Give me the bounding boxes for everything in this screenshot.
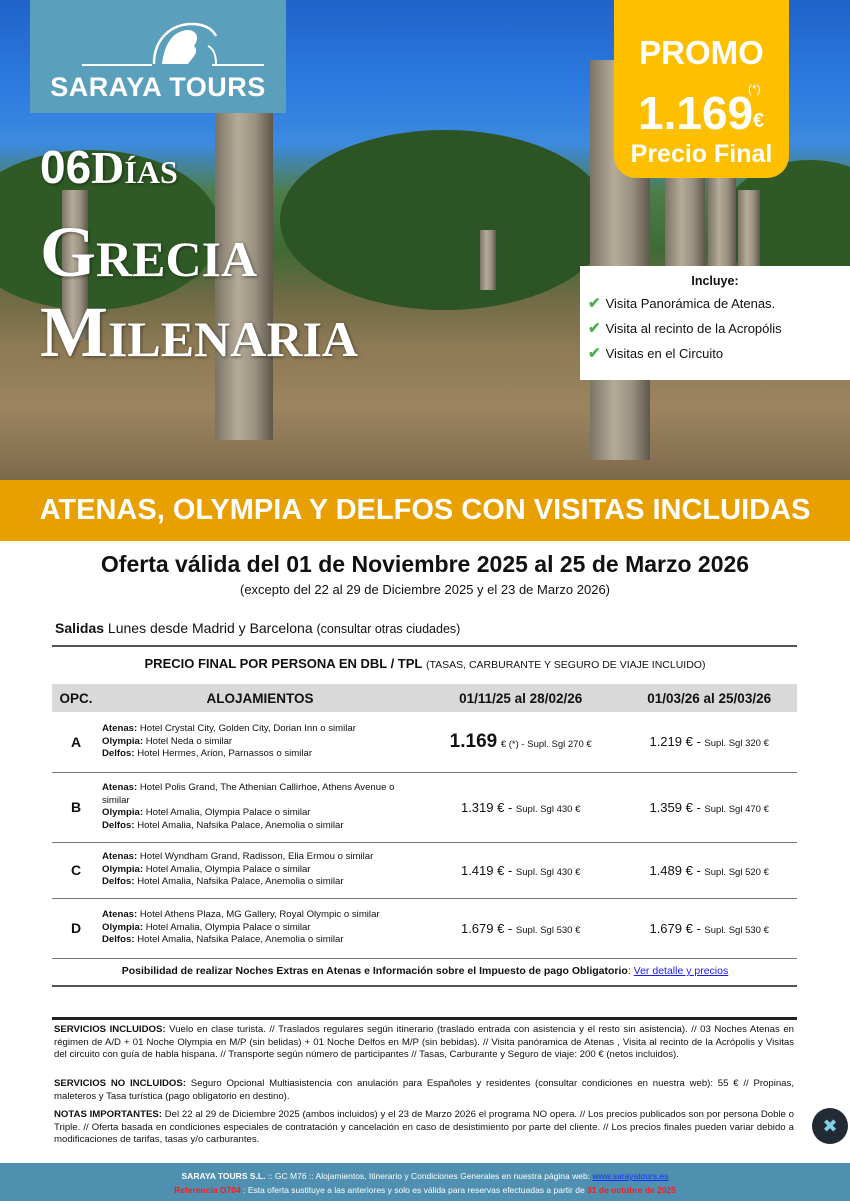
website-link[interactable]: www.sarayatours.es	[592, 1171, 669, 1181]
table-row	[52, 712, 797, 772]
hotels-cell	[100, 898, 420, 958]
hotel-delfos	[102, 876, 412, 889]
includes-item	[588, 344, 850, 362]
table-row	[52, 772, 797, 842]
price-period-1	[420, 712, 621, 772]
includes-item	[588, 294, 850, 312]
price-table	[52, 684, 797, 959]
table-header	[52, 684, 797, 712]
hotels-cell	[100, 772, 420, 842]
price-period-1	[420, 772, 621, 842]
option-letter: A	[52, 712, 100, 772]
services-included-text: Vuelo en clase turista. // Traslados regulares según itinerario (traslado entrada con asistencia y el resto sin asistencia). // 03 Noches Atenas en régimen de A/D + 01 Noche Olympia en M/P (sin belidas) + 01 Noche Delfos en M/P (sin bebidas). // Visita panóramica de Atenas , Visita al recinto de la Acrópolis y Visitas del circuito con guía de habla hispana. // Transporte según número de participantes // Tasas, Carburante y Seguro de viaje: 200 € (netos incluidos).	[54, 1024, 795, 1061]
services-not-included	[54, 1078, 794, 1103]
footer-reference: Referencia O704	[174, 1185, 241, 1195]
hotel-delfos	[102, 820, 412, 833]
services-included	[54, 1024, 794, 1062]
price-period-1	[420, 898, 621, 958]
city-label: Olympia:	[102, 863, 144, 875]
city-label: Atenas:	[102, 723, 138, 734]
price-note: Supl. Sgl 520 €	[704, 866, 769, 878]
hotel-atenas	[102, 782, 412, 807]
offer-note: (excepto del 22 al 29 de Diciembre 2025 y el 23 de Marzo 2026)	[240, 582, 610, 597]
divider	[52, 645, 797, 647]
col-alojamientos: ALOJAMIENTOS	[100, 684, 420, 712]
footer-line2: : Esta oferta sustituye a las anteriores y solo es válida para reservas efectuadas a partir de	[243, 1185, 585, 1195]
check-icon: ✔	[588, 320, 601, 337]
hotel-list: Hotel Neda o similar	[145, 735, 233, 747]
logo-text: SARAYA TOURS	[50, 72, 266, 102]
hotel-list: Hotel Amalia, Nafsika Palace, Anemolia o similar	[137, 819, 344, 831]
trip-title-line2: Milenaria	[40, 292, 359, 372]
chat-button[interactable]	[812, 1108, 848, 1144]
price-table-heading	[0, 656, 850, 671]
price-value: 1.319 € -	[460, 799, 513, 815]
check-icon: ✔	[588, 295, 601, 312]
price-value: 1.419 € -	[460, 862, 513, 878]
days-number: 06	[40, 141, 92, 193]
footer	[0, 1163, 850, 1201]
hotels-cell	[100, 712, 420, 772]
option-letter: B	[52, 772, 100, 842]
footer-company: SARAYA TOURS S.L.	[181, 1171, 266, 1181]
services-not-included-label: SERVICIOS NO INCLUIDOS:	[54, 1078, 186, 1089]
price-value: 1.679 € -	[460, 920, 513, 936]
promo-badge	[614, 0, 789, 178]
city-label: Olympia:	[102, 807, 144, 818]
price-note: Supl. Sgl 470 €	[704, 803, 769, 815]
check-icon: ✔	[588, 345, 601, 362]
promo-currency: €	[753, 110, 765, 132]
city-label: Delfos:	[102, 876, 135, 888]
promo-price: 1.169	[638, 87, 754, 139]
price-note: Supl. Sgl 530 €	[704, 924, 769, 936]
city-label: Atenas:	[102, 782, 138, 793]
price-note: € (*) - Supl. Sgl 270 €	[500, 738, 592, 750]
price-value: 1.679 € -	[649, 920, 701, 936]
notes-text: Del 22 al 29 de Diciembre 2025 (ambos incluidos) y el 23 de Marzo 2026 el programa NO opera. // Los precios publicados son por persona Doble o Triple. // Oferta basada en condiciones especiales de contratación y cancelación en caso de desistimiento por parte del cliente. // Los precios finales pueden variar debido a modificaciones de tarifas, tasas y/o carburantes.	[54, 1109, 794, 1146]
days-label: Días	[91, 142, 178, 193]
departures-note: (consultar otras ciudades)	[316, 622, 461, 636]
city-label: Olympia:	[102, 921, 144, 933]
divider	[52, 1017, 797, 1020]
price-value: 1.169	[449, 730, 498, 752]
col-period-1: 01/11/25 al 28/02/26	[420, 684, 621, 712]
promo-label: PROMO	[639, 34, 764, 71]
hotel-list: Hotel Amalia, Nafsika Palace, Anemolia o similar	[137, 876, 344, 888]
hotels-cell	[100, 842, 420, 898]
promo-asterisk: (*)	[748, 82, 761, 96]
departures	[55, 620, 460, 636]
saraya-tours-logo	[30, 0, 286, 113]
price-heading-text: PRECIO FINAL POR PERSONA EN DBL / TPL	[144, 656, 423, 671]
price-note: Supl. Sgl 430 €	[515, 803, 581, 815]
hotel-list: Hotel Amalia, Olympia Palace o similar	[145, 807, 311, 818]
extras-text: Posibilidad de realizar Noches Extras en Atenas e Información sobre el Impuesto de pago Obligatorio	[121, 965, 628, 977]
hotel-olympia	[102, 736, 412, 749]
hotel-list: Hotel Amalia, Olympia Palace o similar	[145, 863, 311, 875]
table-row	[52, 898, 797, 958]
extras-note: Posibilidad de realizar Noches Extras en Atenas e Información sobre el Impuesto de pago Obligatorio: Ver detalle y precios	[121, 965, 729, 977]
city-label: Delfos:	[102, 748, 135, 759]
includes-box	[580, 266, 850, 380]
col-opc: OPC.	[52, 684, 100, 712]
price-note: Supl. Sgl 320 €	[704, 738, 769, 750]
divider	[52, 985, 797, 987]
hotel-list: Hotel Amalia, Olympia Palace o similar	[145, 921, 311, 933]
city-label: Delfos:	[102, 934, 135, 946]
chat-icon: ✖	[822, 1115, 838, 1136]
price-value: 1.219 € -	[649, 734, 701, 750]
price-period-2	[621, 712, 797, 772]
promo-subtitle: Precio Final	[630, 140, 773, 168]
city-label: Atenas:	[102, 909, 138, 921]
table-row	[52, 842, 797, 898]
includes-item-text: Visita Panorámica de Atenas.	[605, 295, 776, 311]
price-period-1	[420, 842, 621, 898]
hotel-delfos	[102, 934, 412, 947]
hotel-list: Hotel Crystal City, Golden City, Dorian Inn o similar	[139, 723, 356, 734]
city-label: Olympia:	[102, 735, 144, 747]
price-period-2	[621, 772, 797, 842]
includes-item	[588, 319, 850, 337]
extras-link[interactable]: Ver detalle y precios	[633, 965, 729, 977]
hotel-olympia	[102, 807, 412, 820]
hotel-olympia	[102, 922, 412, 935]
includes-item-text: Visitas en el Circuito	[605, 345, 724, 361]
option-letter: C	[52, 842, 100, 898]
important-notes	[54, 1109, 794, 1147]
price-value: 1.359 € -	[649, 799, 701, 815]
hotel-atenas	[102, 909, 412, 922]
option-letter: D	[52, 898, 100, 958]
departures-label: Salidas	[55, 620, 105, 636]
destinations-banner: ATENAS, OLYMPIA Y DELFOS CON VISITAS INCLUIDAS	[0, 480, 850, 541]
offer-title: Oferta válida del 01 de Noviembre 2025 al 25 de Marzo 2026	[100, 551, 750, 577]
footer-line1: :: GC M76 :: Alojamientos, Itinerario y Condiciones Generales en nuestra página web:	[267, 1171, 591, 1181]
price-note: Supl. Sgl 530 €	[515, 924, 581, 936]
hotel-olympia	[102, 864, 412, 877]
hotel-list: Hotel Amalia, Nafsika Palace, Anemolia o similar	[137, 934, 344, 946]
footer-date: 31 de octubre de 2025	[587, 1185, 676, 1195]
city-label: Delfos:	[102, 819, 135, 831]
includes-title: Incluye:	[691, 274, 739, 288]
departures-text: Lunes desde Madrid y Barcelona	[107, 620, 313, 636]
hotel-list: Hotel Athens Plaza, MG Gallery, Royal Olympic o similar	[139, 909, 380, 921]
includes-item-text: Visita al recinto de la Acropólis	[605, 320, 782, 336]
hotel-list: Hotel Polis Grand, The Athenian Callirhoe, Athens Avenue o similar	[102, 782, 395, 806]
services-included-label: SERVICIOS INCLUIDOS:	[54, 1024, 166, 1035]
hotel-atenas	[102, 723, 412, 736]
notes-label: NOTAS IMPORTANTES:	[54, 1109, 162, 1120]
price-period-2	[621, 842, 797, 898]
hotel-atenas	[102, 851, 412, 864]
price-period-2	[621, 898, 797, 958]
services-not-included-text: Seguro Opcional Multiasistencia con anulación para Españoles y residentes (consultar condiciones en nuestra web): 55 € // Propinas, maleteros y Tasa turística (pago obligatorio en destino).	[54, 1078, 794, 1102]
col-period-2: 01/03/26 al 25/03/26	[621, 684, 797, 712]
city-label: Atenas:	[102, 851, 138, 863]
hotel-list: Hotel Hermes, Arion, Parnassos o similar	[137, 748, 313, 759]
price-note: Supl. Sgl 430 €	[515, 866, 581, 878]
hotel-list: Hotel Wyndham Grand, Radisson, Elia Ermou o similar	[139, 851, 374, 863]
days-title	[40, 140, 178, 194]
trip-title-line1: Grecia	[40, 212, 258, 292]
price-heading-note: (TASAS, CARBURANTE Y SEGURO DE VIAJE INCLUIDO)	[425, 659, 706, 671]
price-value: 1.489 € -	[649, 862, 701, 878]
logo-emblem-icon	[52, 18, 264, 68]
hotel-delfos	[102, 748, 412, 761]
